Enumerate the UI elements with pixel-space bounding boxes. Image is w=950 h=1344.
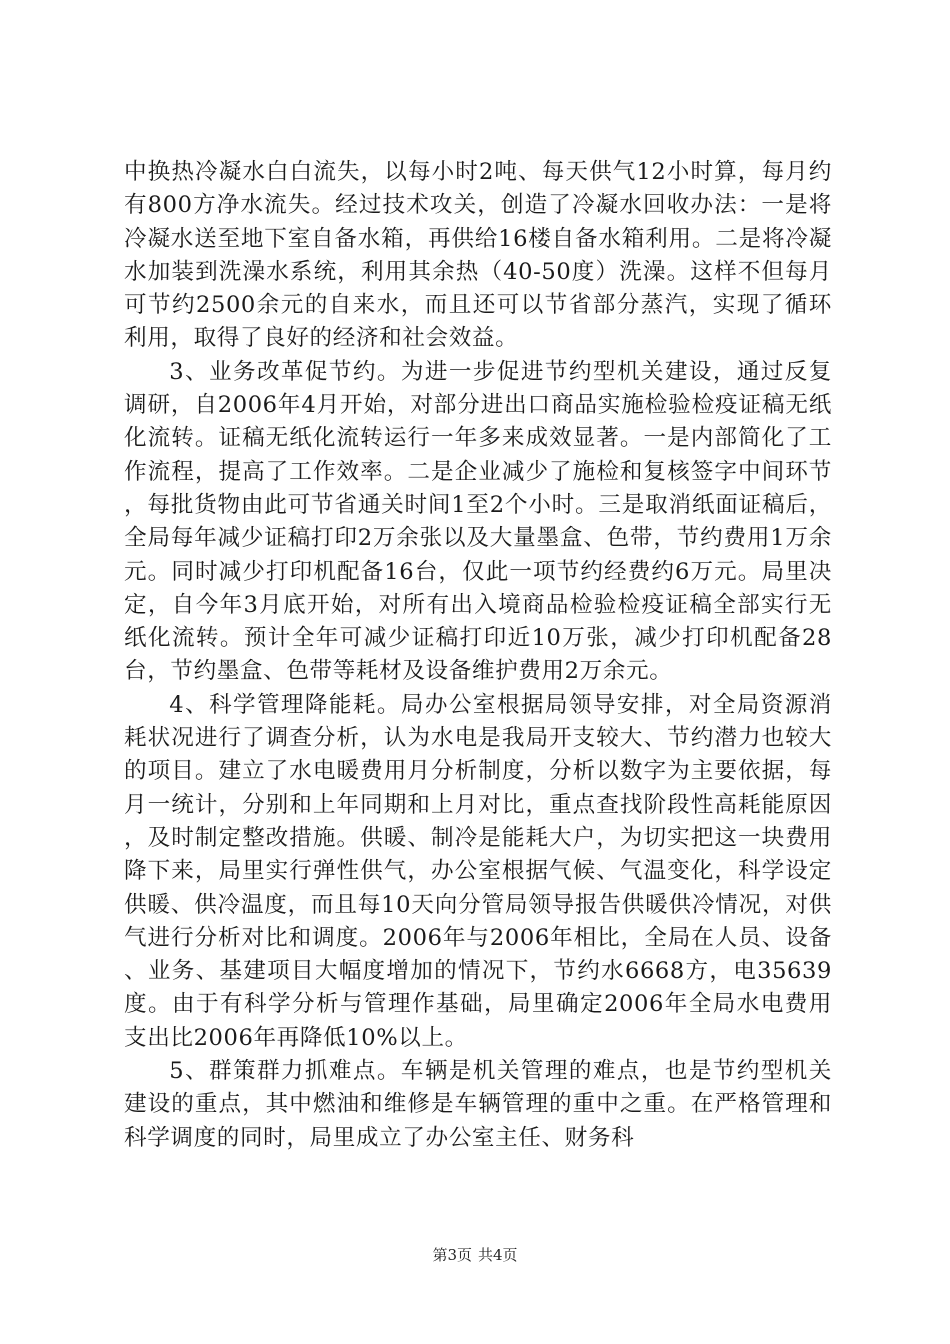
page-number: 第3页 — [432, 1246, 472, 1264]
paragraph-vehicle-management: 5、群策群力抓难点。车辆是机关管理的难点，也是节约型机关建设的重点，其中燃油和维修是车辆管理的重中之重。在严格管理和科学调度的同时，局里成立了办公室主任、财务科 — [124, 1058, 832, 1151]
paragraph-continuation: 中换热冷凝水白白流失，以每小时2吨、每天供气12小时算，每月约有800方净水流失。经过技术攻关，创造了冷凝水回收办法：一是将冷凝水送至地下室自备水箱，再供给16楼自备水箱利用。二是将冷凝水加装到洗澡水系统，利用其余热（40-50度）洗澡。这样不但每月可节约2500余元的自来水，而且还可以节省部分蒸汽，实现了循环利用，取得了良好的经济和社会效益。 — [124, 159, 832, 352]
paragraph-scientific-management: 4、科学管理降能耗。局办公室根据局领导安排，对全局资源消耗状况进行了调查分析，认为水电是我局开支较大、节约潜力也较大的项目。建立了水电暖费用月分析制度，分析以数字为主要依据，每月一统计，分别和上年同期和上月对比，重点查找阶段性高耗能原因，及时制定整改措施。供暖、制冷是能耗大户，为切实把这一块费用降下来，局里实行弹性供气，办公室根据气候、气温变化，科学设定供暖、供冷温度，而且每10天向分管局领导报告供暖供冷情况，对供气进行分析对比和调度。2006年与2006年相比，全局在人员、设备、业务、基建项目大幅度增加的情况下，节约水6668方，电35639度。由于有科学分析与管理作基础，局里确定2006年全局水电费用支出比2006年再降低10%以上。 — [124, 691, 832, 1051]
page-total: 共4页 — [478, 1246, 518, 1264]
document-body — [124, 156, 832, 1155]
paragraph-business-reform: 3、业务改革促节约。为进一步促进节约型机关建设，通过反复调研，自2006年4月开始，对部分进出口商品实施检验检疫证稿无纸化流转。证稿无纸化流转运行一年多来成效显著。一是内部简化了工作流程，提高了工作效率。二是企业减少了施检和复核签字中间环节，每批货物由此可节省通关时间1至2个小时。三是取消纸面证稿后，全局每年减少证稿打印2万余张以及大量墨盒、色带，节约费用1万余元。同时减少打印机配备16台，仅此一项节约经费约6万元。局里决定，自今年3月底开始，对所有出入境商品检验检疫证稿全部实行无纸化流转。预计全年可减少证稿打印近10万张，减少打印机配备28台，节约墨盒、色带等耗材及设备维护费用2万余元。 — [124, 358, 832, 685]
page-footer — [0, 1245, 950, 1265]
